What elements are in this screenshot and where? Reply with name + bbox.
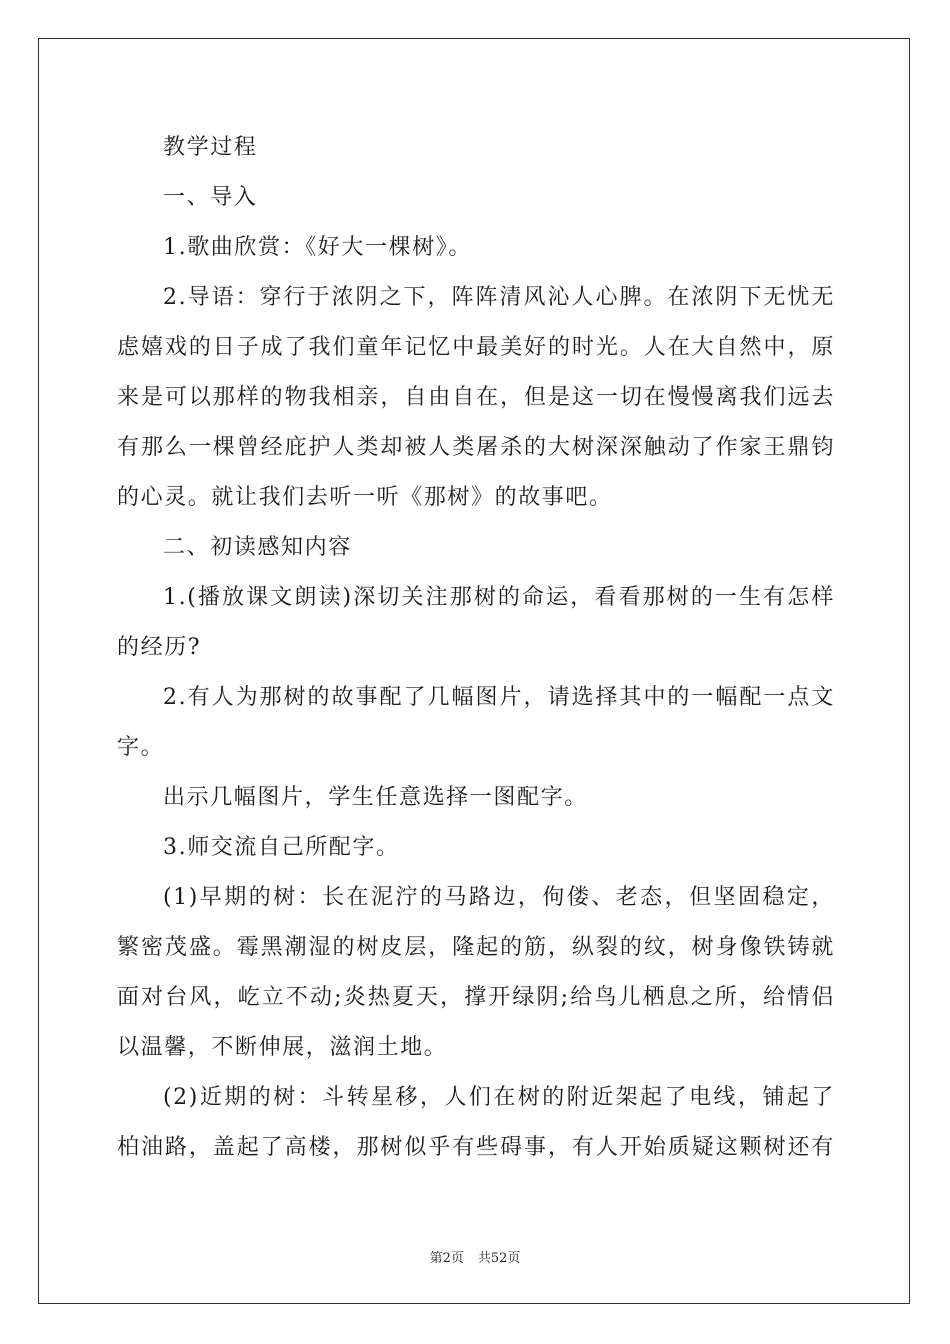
paragraph-line: 柏油路，盖起了高楼，那树似乎有些碍事，有人开始质疑这颗树还有 — [117, 1135, 835, 1160]
paragraph-line: 面对台风，屹立不动;炎热夏天，撑开绿阴;给鸟儿栖息之所，给情侣 — [117, 985, 835, 1010]
paragraph-line: 字。 — [117, 735, 165, 760]
section-heading: 二、初读感知内容 — [163, 535, 352, 560]
total-pages: 共52页 — [477, 1251, 521, 1266]
paragraph-line: 的心灵。就让我们去听一听《那树》的故事吧。 — [117, 485, 613, 510]
paragraph-line: (1)早期的树：长在泥泞的马路边，佝偻、老态，但坚固稳定， — [163, 885, 835, 910]
paragraph-line: 出示几幅图片，学生任意选择一图配字。 — [163, 785, 588, 810]
paragraph-line: 1.(播放课文朗读)深切关注那树的命运，看看那树的一生有怎样 — [163, 585, 835, 610]
paragraph-line: 虑嬉戏的日子成了我们童年记忆中最美好的时光。人在大自然中，原 — [117, 335, 835, 360]
section-heading: 教学过程 — [163, 135, 258, 160]
paragraph-line: 的经历? — [117, 635, 202, 660]
paragraph-line: 3.师交流自己所配字。 — [163, 835, 400, 860]
paragraph-line: 1.歌曲欣赏：《好大一棵树》。 — [163, 235, 472, 260]
page-footer — [0, 1247, 950, 1266]
paragraph-line: 来是可以那样的物我相亲，自由自在，但是这一切在慢慢离我们远去 — [117, 385, 835, 410]
paragraph-line: 有那么一棵曾经庇护人类却被人类屠杀的大树深深触动了作家王鼎钧 — [117, 435, 835, 460]
paragraph-line: 以温馨，不断伸展，滋润土地。 — [117, 1035, 448, 1060]
paragraph-line: 2.导语：穿行于浓阴之下，阵阵清风沁人心脾。在浓阴下无忧无 — [163, 285, 835, 310]
document-body — [117, 126, 835, 1176]
page-number: 第2页 — [429, 1251, 464, 1266]
paragraph-line: (2)近期的树：斗转星移，人们在树的附近架起了电线，铺起了 — [163, 1085, 835, 1110]
paragraph-line: 2.有人为那树的故事配了几幅图片，请选择其中的一幅配一点文 — [163, 685, 835, 710]
paragraph-line: 繁密茂盛。霉黑潮湿的树皮层，隆起的筋，纵裂的纹，树身像铁铸就 — [117, 935, 835, 960]
section-heading: 一、导入 — [163, 185, 258, 210]
